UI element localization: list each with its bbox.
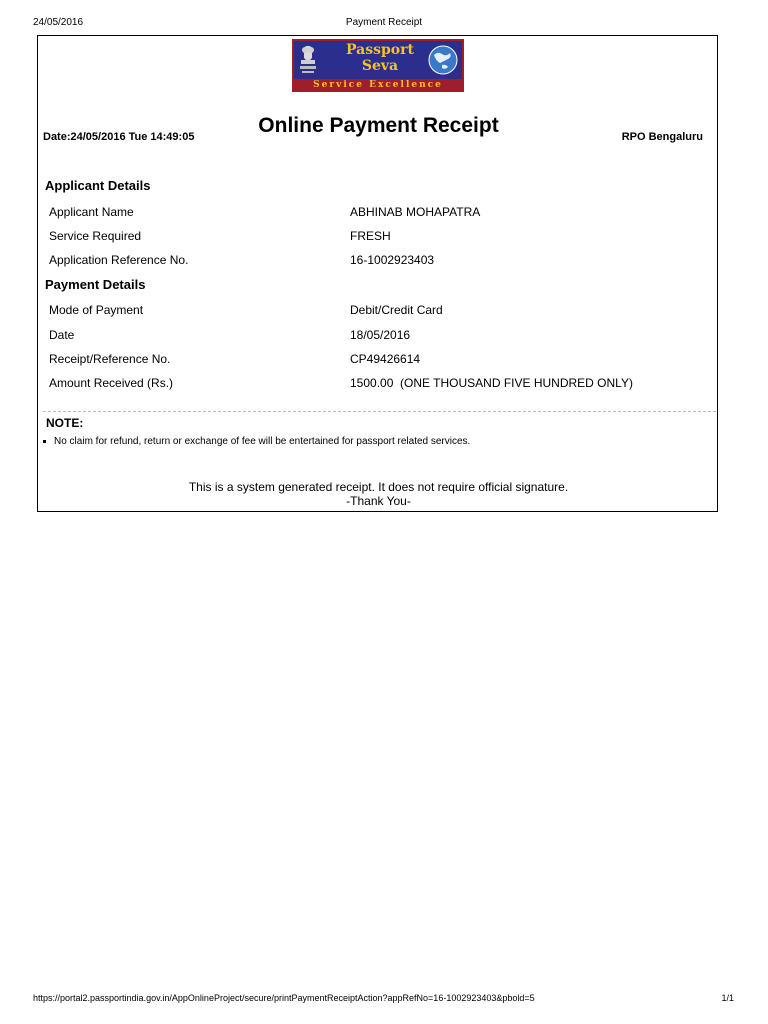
logo-text — [334, 42, 426, 74]
logo-tagline: Service Excellence — [294, 80, 462, 90]
note-divider — [43, 411, 716, 412]
logo-banner — [294, 41, 462, 79]
detail-value: ABHINAB MOHAPATRA — [350, 205, 481, 219]
national-emblem-icon — [298, 44, 318, 76]
receipt-panel — [37, 35, 718, 512]
detail-row — [38, 328, 719, 346]
detail-label: Amount Received (Rs.) — [49, 376, 174, 390]
signature-note: This is a system generated receipt. It does not require official signature. — [188, 480, 569, 494]
detail-label: Application Reference No. — [49, 253, 189, 267]
bullet-icon — [43, 440, 46, 443]
applicant-details-heading: Applicant Details — [45, 178, 151, 193]
payment-details-heading: Payment Details — [45, 277, 146, 292]
detail-row — [38, 229, 719, 247]
detail-label: Service Required — [49, 229, 142, 243]
detail-value: CP49426614 — [350, 352, 421, 366]
detail-row — [38, 253, 719, 271]
page-url: https://portal2.passportindia.gov.in/AppOnlineProject/secure/printPaymentReceiptAction?appRefNo=16-1002923403&pbold=5 — [33, 993, 535, 1003]
receipt-office: RPO Bengaluru — [621, 131, 703, 143]
note-heading: NOTE: — [46, 416, 84, 430]
note-item — [43, 436, 470, 447]
page-number: 1/1 — [721, 993, 734, 1003]
print-title: Payment Receipt — [345, 17, 423, 28]
detail-row — [38, 303, 719, 321]
detail-value: 1500.00 (ONE THOUSAND FIVE HUNDRED ONLY) — [350, 376, 633, 390]
detail-label: Mode of Payment — [49, 303, 144, 317]
print-header — [0, 17, 768, 31]
thank-you: -Thank You- — [346, 494, 411, 508]
logo-line-2: Seva — [361, 58, 399, 74]
receipt-title: Online Payment Receipt — [258, 114, 499, 137]
detail-value: 18/05/2016 — [350, 328, 411, 342]
passport-seva-logo — [292, 39, 464, 92]
detail-value: Debit/Credit Card — [350, 303, 443, 317]
receipt-date: Date:24/05/2016 Tue 14:49:05 — [43, 131, 195, 143]
logo-line-1: Passport — [346, 42, 414, 58]
system-receipt-message — [38, 480, 719, 508]
detail-row — [38, 205, 719, 223]
globe-icon — [428, 45, 458, 75]
detail-label: Receipt/Reference No. — [49, 352, 171, 366]
detail-row — [38, 376, 719, 394]
note-text: No claim for refund, return or exchange of fee will be entertained for passport related services. — [54, 436, 471, 447]
print-footer — [0, 993, 768, 1007]
detail-row — [38, 352, 719, 370]
print-date: 24/05/2016 — [33, 17, 84, 28]
detail-value: 16-1002923403 — [350, 253, 435, 267]
detail-label: Date — [49, 328, 75, 342]
detail-value: FRESH — [350, 229, 391, 243]
detail-label: Applicant Name — [49, 205, 134, 219]
